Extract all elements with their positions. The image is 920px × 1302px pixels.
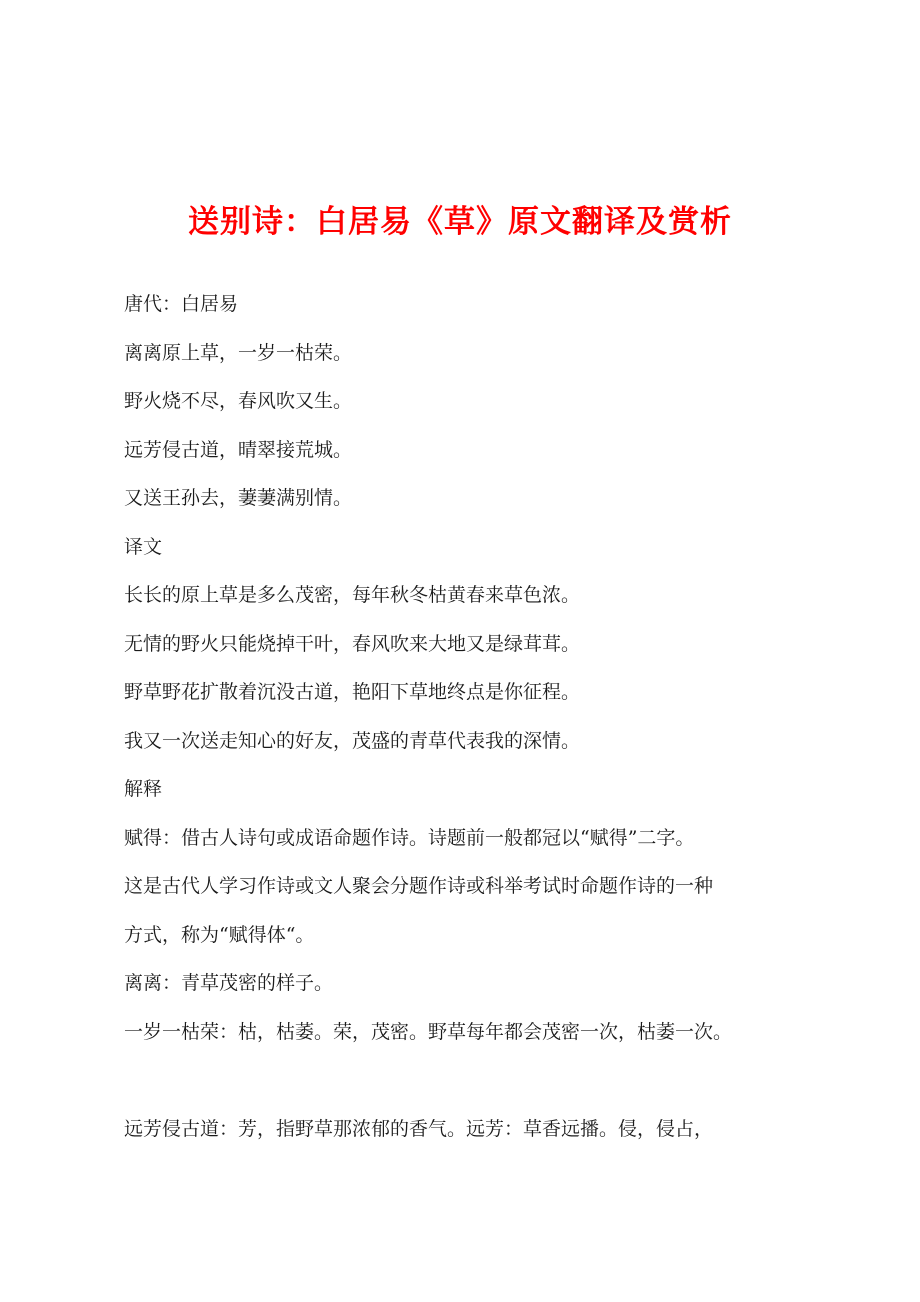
section-heading-explanation: 解释 — [124, 778, 163, 800]
translation-line-3: 野草野花扩散着沉没古道，艳阳下草地终点是你征程。 — [124, 681, 581, 703]
translation-line-4: 我又一次送走知心的好友，茂盛的青草代表我的深情。 — [124, 729, 581, 752]
explanation-line-3: 方式，称为“赋得体“。 — [124, 923, 315, 946]
translation-line-2: 无情的野火只能烧掉干叶，春风吹来大地又是绿茸茸。 — [124, 632, 581, 655]
author-line: 唐代：白居易 — [124, 293, 239, 315]
poem-line-1: 离离原上草，一岁一枯荣。 — [124, 341, 353, 364]
explanation-line-1: 赋得：借古人诗句或成语命题作诗。诗题前一般都冠以“赋得”二字。 — [124, 826, 695, 849]
section-heading-translation: 译文 — [124, 535, 163, 558]
paragraph-gap — [124, 1056, 824, 1105]
poem-line-2: 野火烧不尽，春风吹又生。 — [124, 390, 353, 412]
translation-line-1: 长长的原上草是多么茂密，每年秋冬枯黄春来草色浓。 — [124, 584, 581, 606]
explanation-line-5: 一岁一枯荣：枯，枯萎。荣，茂密。野草每年都会茂密一次，枯萎一次。 — [124, 1020, 733, 1043]
document-title: 送别诗：白居易《草》原文翻译及赏析 — [188, 204, 732, 240]
document-body — [124, 280, 824, 1153]
poem-line-3: 远芳侵古道，晴翠接荒城。 — [124, 438, 353, 461]
poem-line-4: 又送王孙去，萋萋满别情。 — [124, 487, 353, 509]
explanation-line-2: 这是古代人学习作诗或文人聚会分题作诗或科举考试时命题作诗的一种 — [124, 875, 714, 897]
explanation-line-4: 离离：青草茂密的样子。 — [124, 972, 334, 994]
explanation-line-6: 远芳侵古道：芳，指野草那浓郁的香气。远芳：草香远播。侵，侵占， — [124, 1117, 714, 1140]
